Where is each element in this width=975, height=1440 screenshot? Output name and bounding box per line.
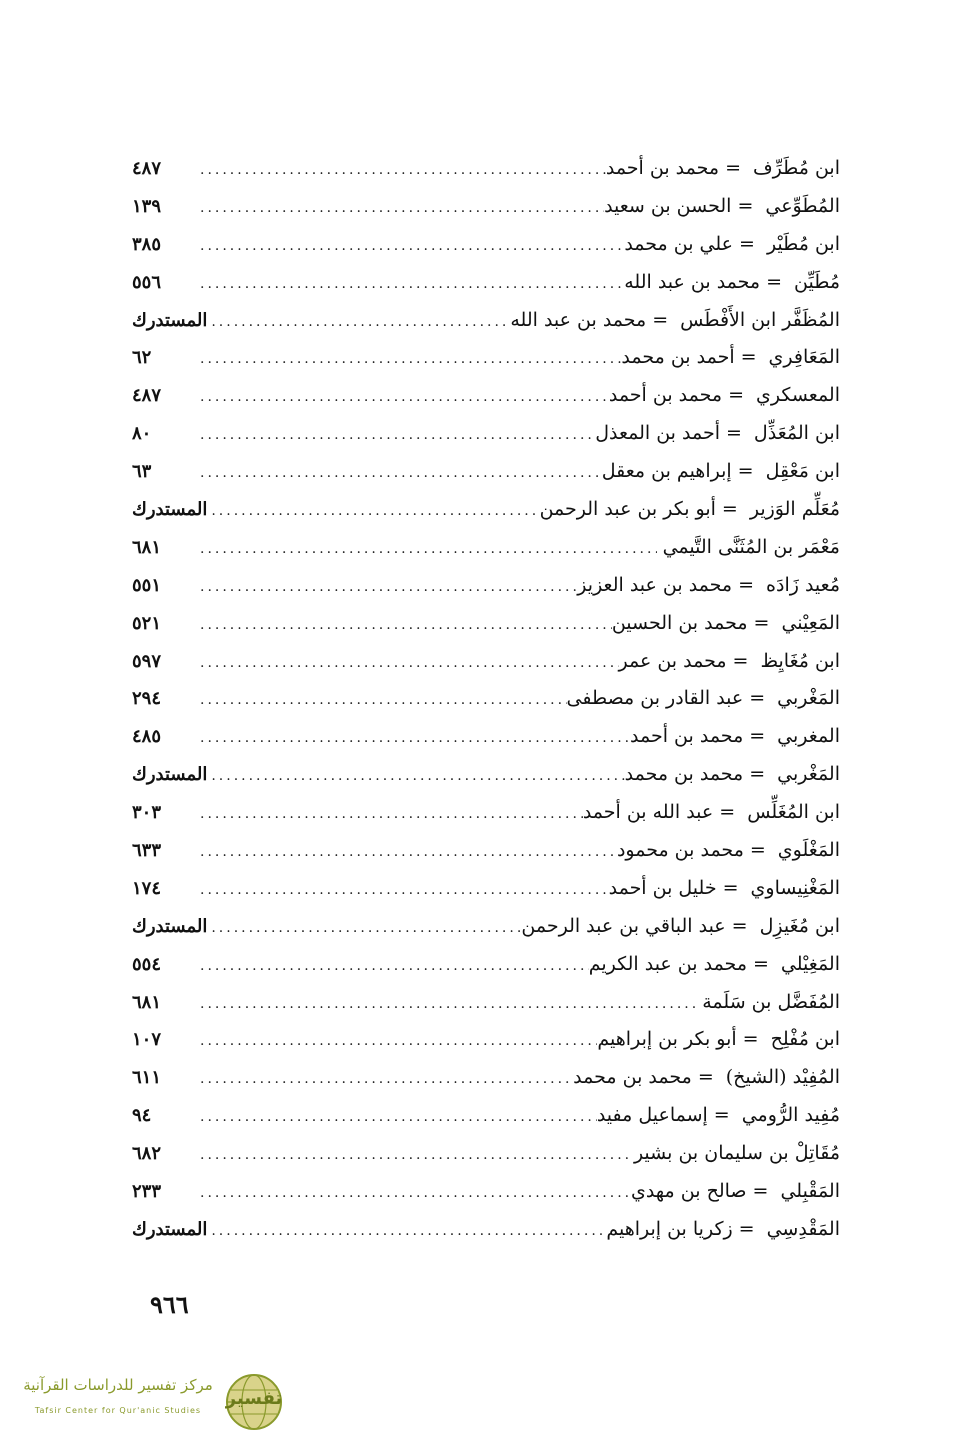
entry-name: مُقَاتِلْ بن سليمان بن بشير	[633, 1142, 840, 1165]
equals-sign: =	[726, 422, 742, 445]
dot-leader	[207, 304, 510, 342]
entry-reference: ٩٤	[132, 1105, 152, 1127]
equals-sign: =	[652, 308, 669, 331]
index-entry	[132, 870, 840, 908]
entry-name: المَغْنِيساوي	[750, 876, 840, 899]
entry-target: أبو بكر بن عبد الرحمن	[539, 498, 716, 521]
entry-reference: ٦٨٢	[132, 1143, 162, 1165]
entry-reference: ٥٥٤	[132, 953, 162, 975]
entry-target: عبد القادر بن مصطفى	[566, 687, 744, 710]
entry-name: ابن المُغَلِّس	[747, 801, 840, 824]
entry-name: المُفَضَّل بن سَلَمة	[702, 990, 840, 1013]
dot-leader	[196, 682, 567, 720]
index-entry	[132, 832, 840, 870]
entry-name: المُطَوِّعي	[765, 194, 840, 217]
dot-leader	[196, 720, 630, 758]
entry-name: المَعَافِري	[768, 346, 840, 369]
index-entry	[132, 605, 840, 643]
entry-reference: ٦٣	[132, 461, 152, 483]
entry-target: عبد الله بن أحمد	[582, 801, 714, 824]
entry-name: المَقْبِلي	[780, 1180, 840, 1203]
entry-target: الحسن بن سعيد	[604, 194, 732, 217]
index-entry	[132, 150, 840, 188]
equals-sign: =	[752, 1180, 769, 1203]
dot-leader	[196, 152, 606, 190]
index-entry	[132, 453, 840, 491]
equals-sign: =	[713, 1104, 730, 1127]
entry-reference: ٨٠	[132, 423, 152, 445]
index-entry	[132, 756, 840, 794]
entry-name: مُفِيد الرُّومي	[741, 1104, 840, 1127]
equals-sign: =	[737, 194, 754, 217]
entry-target: محمد بن أحمد	[608, 384, 723, 407]
entry-reference: ١٧٤	[132, 877, 162, 899]
entry-name: مُعَلِّم الوَزير	[749, 498, 840, 521]
entry-reference: المستدرك	[132, 499, 208, 521]
equals-sign: =	[721, 498, 738, 521]
index-entry	[132, 529, 840, 567]
entry-target: أحمد بن محمد	[621, 346, 735, 369]
entry-reference: المستدرك	[132, 1218, 208, 1240]
entry-reference: ١٠٧	[132, 1029, 162, 1051]
entry-reference: ٦٢	[132, 347, 152, 369]
entry-name: مُعيد زَادَه	[766, 573, 840, 596]
entry-target: محمد بن عبد الله	[510, 308, 647, 331]
dot-leader	[196, 1061, 573, 1099]
entry-reference: ٤٨٥	[132, 726, 162, 748]
equals-sign: =	[697, 1066, 714, 1089]
dot-leader	[196, 190, 604, 228]
index-entry	[132, 567, 840, 605]
entry-target: إسماعيل مفيد	[596, 1104, 708, 1127]
index-entry	[132, 1021, 840, 1059]
entry-reference: ٣٨٥	[132, 233, 162, 255]
page-number: ٩٦٦	[150, 1290, 189, 1319]
equals-sign: =	[749, 763, 766, 786]
entry-target: محمد بن عبد الكريم	[588, 952, 747, 975]
equals-sign: =	[728, 384, 744, 407]
entry-target: زكريا بن إبراهيم	[606, 1217, 733, 1240]
index-entry	[132, 226, 840, 264]
equals-sign: =	[749, 839, 766, 862]
dot-leader	[196, 796, 583, 834]
index-entry	[132, 1211, 840, 1249]
entry-target: محمد بن الحسين	[611, 611, 748, 634]
entry-name: المُظَفَّر ابن الأَفْطَس	[680, 308, 840, 331]
entry-target: محمد بن أحمد	[630, 725, 744, 748]
entry-reference: ٥٥١	[132, 574, 162, 596]
dot-leader	[196, 531, 657, 569]
index-entry	[132, 1059, 840, 1097]
entry-target: محمد بن محمد	[624, 763, 744, 786]
entry-reference: المستدرك	[132, 309, 208, 331]
dot-leader	[196, 569, 577, 607]
entry-name: المَغْربي	[777, 687, 840, 710]
entry-reference: ٥٢١	[132, 612, 162, 634]
entry-name: ابن مُفْلِح	[770, 1028, 840, 1051]
index-entry	[132, 188, 840, 226]
entry-reference: ٤٨٧	[132, 385, 162, 407]
entry-reference: ٥٥٦	[132, 271, 162, 293]
dot-leader	[196, 645, 619, 683]
logo-english-text: Tafsir Center for Qur'anic Studies	[34, 1406, 202, 1415]
equals-sign: =	[739, 232, 755, 255]
entry-name: ابن مَعْقِل	[765, 460, 840, 483]
index-entry	[132, 984, 840, 1022]
equals-sign: =	[740, 346, 757, 369]
entry-name: ابن مُطَرِّف	[752, 157, 840, 179]
dot-leader	[207, 493, 539, 531]
dot-leader	[207, 1213, 606, 1251]
entry-name: المَغْربي	[777, 763, 840, 786]
index-entry	[132, 718, 840, 756]
dot-leader	[196, 379, 609, 417]
dot-leader	[196, 1175, 631, 1213]
entry-target: محمد بن عبد العزيز	[577, 573, 733, 596]
entry-target: أحمد بن المعذل	[595, 422, 720, 445]
entry-name: المَغْلَوي	[777, 839, 840, 862]
entry-target: محمد بن محمد	[573, 1066, 692, 1089]
publisher-logo	[18, 1370, 290, 1434]
entry-name: مَعْمَر بن المُثَنَّى التَّيمي	[662, 535, 840, 558]
dot-leader	[196, 455, 602, 493]
entry-target: علي بن محمد	[624, 232, 734, 255]
dot-leader	[196, 986, 696, 1024]
dot-leader	[196, 607, 612, 645]
entry-target: محمد بن محمود	[616, 839, 744, 862]
index-entry	[132, 946, 840, 984]
entry-reference: ١٣٩	[132, 195, 162, 217]
entry-target: أبو بكر بن إبراهيم	[597, 1028, 737, 1051]
equals-sign: =	[732, 649, 749, 672]
index-entry	[132, 1097, 840, 1135]
entry-reference: ٢٣٣	[132, 1181, 162, 1203]
equals-sign: =	[749, 725, 766, 748]
index-entry	[132, 377, 840, 415]
entry-reference: ٣٠٣	[132, 802, 162, 824]
equals-sign: =	[749, 687, 766, 710]
entry-name: ابن مُطَيْر	[766, 232, 840, 255]
equals-sign: =	[737, 460, 754, 483]
equals-sign: =	[738, 573, 755, 596]
dot-leader	[196, 228, 624, 266]
entry-target: خليل بن أحمد	[608, 876, 717, 899]
entry-name: المَقْدِسِي	[766, 1217, 840, 1240]
entry-name: ابن مُغَايِظ	[760, 649, 840, 672]
entry-reference: ٢٩٤	[132, 688, 162, 710]
equals-sign: =	[719, 801, 736, 824]
entry-name: المغربي	[777, 725, 840, 748]
entry-name: ابن المُعَذِّل	[753, 422, 840, 445]
dot-leader	[196, 266, 624, 304]
entry-reference: ٥٩٧	[132, 650, 162, 672]
entry-name: مُطَيِّن	[794, 270, 840, 293]
entry-target: محمد بن عمر	[618, 649, 727, 672]
index-entry	[132, 908, 840, 946]
index-entry	[132, 415, 840, 453]
dot-leader	[196, 1137, 628, 1175]
logo-arabic-text: مركز تفسير للدراسات القرآنية	[23, 1376, 213, 1394]
dot-leader	[196, 872, 609, 910]
equals-sign: =	[753, 611, 770, 634]
equals-sign: =	[722, 876, 739, 899]
index-entry	[132, 1135, 840, 1173]
entry-name: المُفِيْد (الشيخ)	[725, 1066, 840, 1089]
dot-leader	[196, 1023, 597, 1061]
dot-leader	[196, 417, 595, 455]
entry-target: صالح بن مهدي	[630, 1180, 747, 1203]
dot-leader	[207, 910, 521, 948]
entry-reference: المستدرك	[132, 915, 208, 937]
entry-reference: ٦٨١	[132, 991, 162, 1013]
entry-target: محمد بن أحمد	[605, 157, 720, 179]
dot-leader	[196, 948, 589, 986]
dot-leader	[196, 1099, 597, 1137]
equals-sign: =	[753, 952, 769, 975]
entry-target: محمد بن عبد الله	[624, 270, 761, 293]
index-entry	[132, 339, 840, 377]
index-entry	[132, 643, 840, 681]
entry-name: المَغِيْلي	[780, 952, 840, 975]
index-entry	[132, 794, 840, 832]
entry-target: إبراهيم بن معقل	[601, 460, 732, 483]
dot-leader	[196, 834, 617, 872]
equals-sign: =	[725, 157, 741, 179]
entry-reference: ٤٨٧	[132, 158, 162, 179]
entry-name: المَعِيْني	[781, 611, 840, 634]
equals-sign: =	[738, 1217, 755, 1240]
entry-name: ابن مُغَيزِل	[759, 914, 840, 937]
index-entry	[132, 1173, 840, 1211]
index-entry	[132, 264, 840, 302]
dot-leader	[196, 341, 621, 379]
entry-target: عبد الباقي بن عبد الرحمن	[521, 914, 726, 937]
entry-name: المعسكري	[755, 384, 840, 407]
entry-reference: ٦٨١	[132, 536, 162, 558]
entry-reference: ٦١١	[132, 1067, 162, 1089]
index-entry	[132, 491, 840, 529]
index-entry	[132, 302, 840, 340]
index-entries-list	[132, 150, 840, 1249]
equals-sign: =	[766, 270, 783, 293]
logo-mark-text: تفسير	[225, 1388, 283, 1409]
equals-sign: =	[742, 1028, 759, 1051]
dot-leader	[207, 758, 624, 796]
entry-reference: ٦٣٣	[132, 840, 162, 862]
index-entry	[132, 680, 840, 718]
entry-reference: المستدرك	[132, 764, 208, 786]
equals-sign: =	[731, 914, 748, 937]
